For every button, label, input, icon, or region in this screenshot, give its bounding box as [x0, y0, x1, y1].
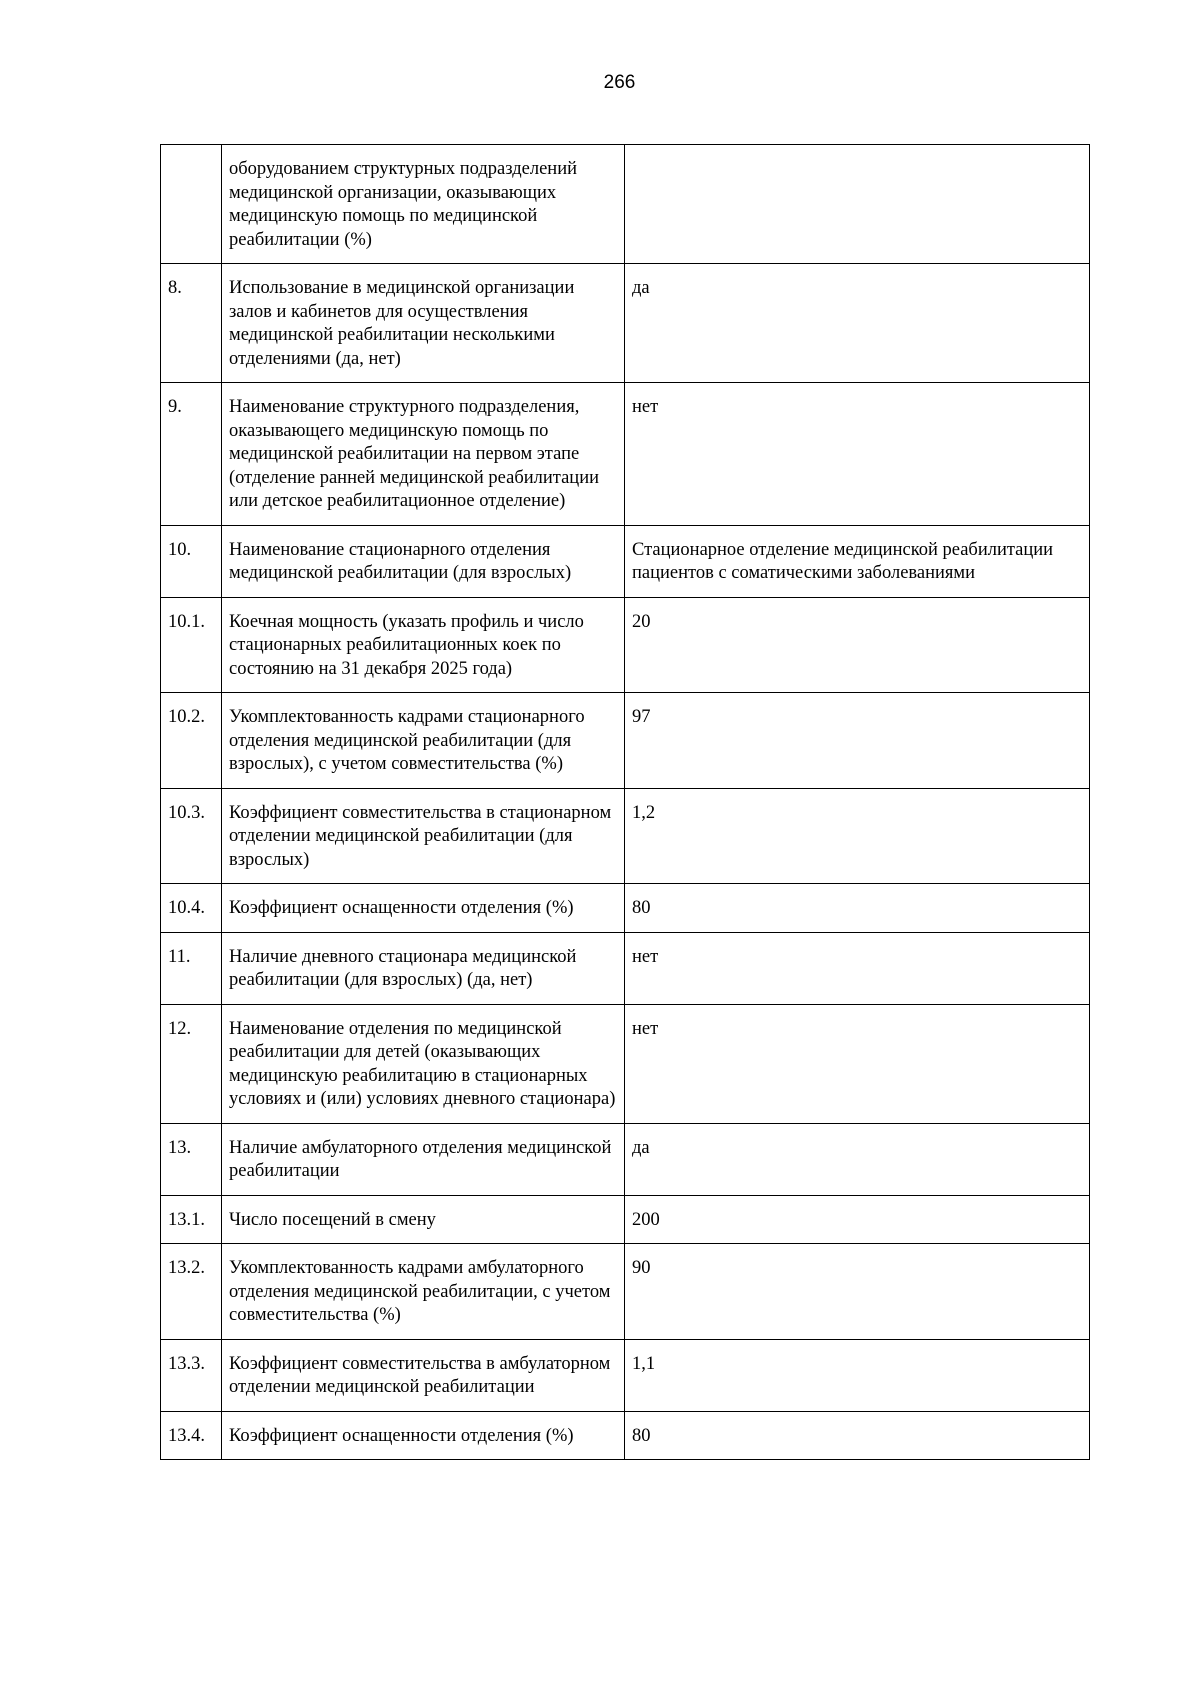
indicators-table: [160, 144, 1090, 1460]
row-description: Наименование стационарного отделения медицинской реабилитации (для взрослых): [222, 525, 625, 597]
row-number: 8.: [161, 264, 222, 383]
row-number: 9.: [161, 383, 222, 526]
row-description: Коэффициент совместительства в стационарном отделении медицинской реабилитации (для взрослых): [222, 788, 625, 884]
row-value: 90: [625, 1244, 1090, 1340]
table-row: [161, 264, 1090, 383]
row-number: 10.: [161, 525, 222, 597]
row-description: Число посещений в смену: [222, 1195, 625, 1244]
row-value: 20: [625, 597, 1090, 693]
row-value: нет: [625, 932, 1090, 1004]
row-number: 11.: [161, 932, 222, 1004]
row-description: Наименование структурного подразделения, оказывающего медицинскую помощь по медицинской реабилитации на первом этапе (отделение ранней медицинской реабилитации или детское реабилитационное отделение): [222, 383, 625, 526]
table-row: [161, 1123, 1090, 1195]
table-row: [161, 145, 1090, 264]
table-row: [161, 788, 1090, 884]
row-value: 1,2: [625, 788, 1090, 884]
row-description: Наличие дневного стационара медицинской реабилитации (для взрослых) (да, нет): [222, 932, 625, 1004]
table-row: [161, 884, 1090, 933]
row-description: Наименование отделения по медицинской реабилитации для детей (оказывающих медицинскую реабилитацию в стационарных условиях и (или) условиях дневного стационара): [222, 1004, 625, 1123]
row-value: 97: [625, 693, 1090, 789]
row-number: 12.: [161, 1004, 222, 1123]
row-number: [161, 145, 222, 264]
row-description: Наличие амбулаторного отделения медицинской реабилитации: [222, 1123, 625, 1195]
table-row: [161, 693, 1090, 789]
row-number: 13.2.: [161, 1244, 222, 1340]
table-row: [161, 1195, 1090, 1244]
table-row: [161, 932, 1090, 1004]
row-description: оборудованием структурных подразделений медицинской организации, оказывающих медицинскую помощь по медицинской реабилитации (%): [222, 145, 625, 264]
row-value: 1,1: [625, 1339, 1090, 1411]
row-value: да: [625, 1123, 1090, 1195]
row-value: 80: [625, 1411, 1090, 1460]
row-number: 13.1.: [161, 1195, 222, 1244]
table-row: [161, 1411, 1090, 1460]
row-description: Укомплектованность кадрами амбулаторного отделения медицинской реабилитации, с учетом совместительства (%): [222, 1244, 625, 1340]
row-description: Укомплектованность кадрами стационарного отделения медицинской реабилитации (для взрослых), с учетом совместительства (%): [222, 693, 625, 789]
row-number: 10.2.: [161, 693, 222, 789]
table-row: [161, 525, 1090, 597]
row-value: [625, 145, 1090, 264]
row-value: нет: [625, 1004, 1090, 1123]
row-value: 200: [625, 1195, 1090, 1244]
row-value: Стационарное отделение медицинской реабилитации пациентов с соматическими заболеваниями: [625, 525, 1090, 597]
row-value: да: [625, 264, 1090, 383]
row-number: 10.1.: [161, 597, 222, 693]
row-number: 13.3.: [161, 1339, 222, 1411]
row-description: Использование в медицинской организации залов и кабинетов для осуществления медицинской реабилитации несколькими отделениями (да, нет): [222, 264, 625, 383]
page-number: 266: [603, 72, 636, 93]
row-value: нет: [625, 383, 1090, 526]
row-description: Коэффициент совместительства в амбулаторном отделении медицинской реабилитации: [222, 1339, 625, 1411]
row-number: 13.4.: [161, 1411, 222, 1460]
row-number: 10.4.: [161, 884, 222, 933]
row-value: 80: [625, 884, 1090, 933]
table-row: [161, 1004, 1090, 1123]
row-description: Коэффициент оснащенности отделения (%): [222, 884, 625, 933]
row-description: Коечная мощность (указать профиль и число стационарных реабилитационных коек по состоянию на 31 декабря 2025 года): [222, 597, 625, 693]
table-row: [161, 1244, 1090, 1340]
table-row: [161, 597, 1090, 693]
row-description: Коэффициент оснащенности отделения (%): [222, 1411, 625, 1460]
row-number: 10.3.: [161, 788, 222, 884]
row-number: 13.: [161, 1123, 222, 1195]
table-row: [161, 383, 1090, 526]
table-row: [161, 1339, 1090, 1411]
